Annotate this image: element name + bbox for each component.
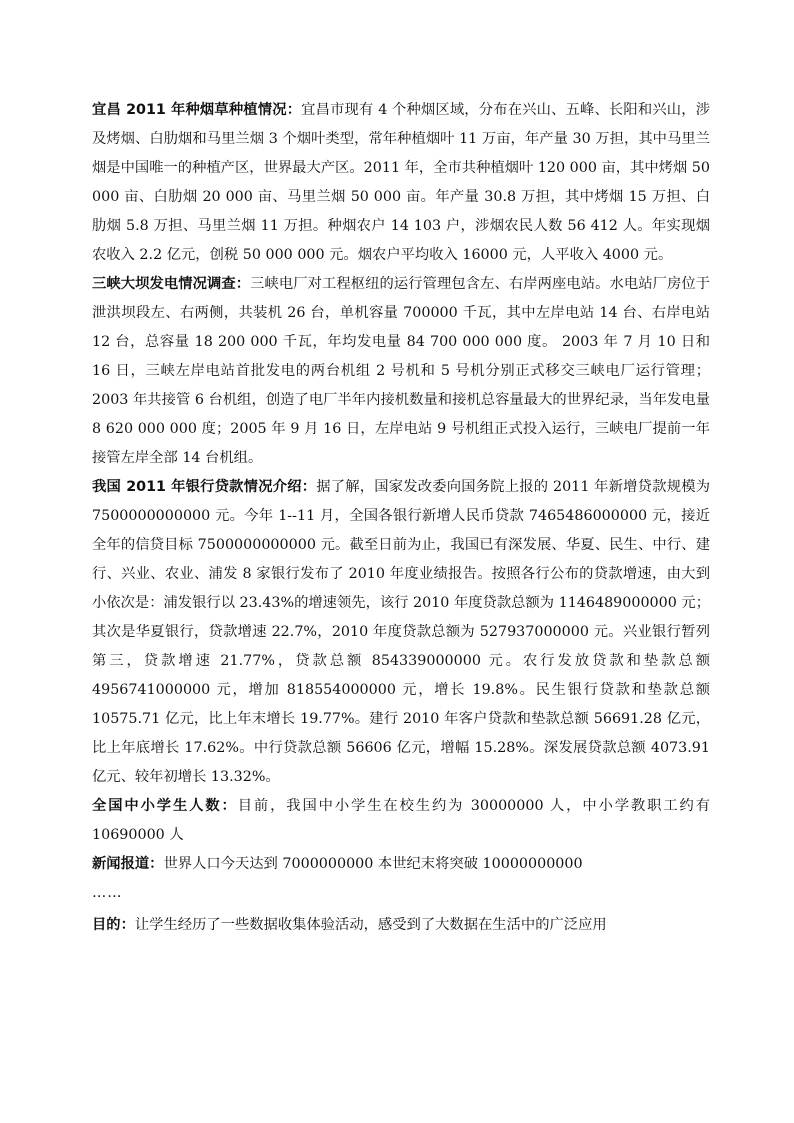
section-heading: 宜昌 2011 年种烟草种植情况：	[92, 102, 302, 118]
section-yichang-tobacco	[92, 96, 710, 270]
section-news-report	[92, 850, 710, 879]
section-heading: 三峡大坝发电情况调查：	[92, 276, 251, 292]
section-body: 宜昌市现有 4 个种烟区域，分布在兴山、五峰、长阳和兴山，涉及烤烟、白肋烟和马里兰烟 3 个烟叶类型，常年种植烟叶 11 万亩，年产量 30 万担，其中马里兰烟是中国唯一的种植产区，世界最大产区。2011 年，全市共种植烟叶 120 000 亩，其中烤烟 50 000 亩、白肋烟 20 000 亩、马里兰烟 50 000 亩。年产量 30.8 万担，其中烤烟 15 万担、白肋烟 5.8 万担、马里兰烟 11 万担。种烟农户 14 103 户，涉烟农民人数 56 412 人。年实现烟农收入 2.2 亿元，创税 50 000 000 元。烟农户平均收入 16000 元，人平收入 4000 元。	[92, 102, 711, 263]
section-student-count	[92, 792, 710, 850]
section-body: 据了解，国家发改委向国务院上报的 2011 年新增贷款规模为 7500000000000 元。今年 1--11 月，全国各银行新增人民币贷款 7465486000000 元，接近全年的信贷目标 7500000000000 元。截至日前为止，我国已有深发展、华夏、民生、中行、建行、兴业、农业、浦发 8 家银行发布了 2010 年度业绩报告。按照各行公布的贷款增速，由大到小依次是：浦发银行以 23.43%的增速领先，该行 2010 年度贷款总额为 1146489000000 元；其次是华夏银行，贷款增速 22.7%，2010 年度贷款总额为 527937000000 元。兴业银行暂列第三，贷款增速 21.77%，贷款总额 854339000000 元。农行发放贷款和垫款总额 4956741000000 元，增加 818554000000 元，增长 19.8%。民生银行贷款和垫款总额 10575.71 亿元，比上年末增长 19.77%。建行 2010 年客户贷款和垫款总额 56691.28 亿元，比上年底增长 17.62%。中行贷款总额 56606 亿元，增幅 15.28%。深发展贷款总额 4073.91 亿元、较年初增长 13.32%。	[92, 479, 710, 785]
section-heading: 全国中小学生人数：	[92, 798, 238, 814]
section-heading: 新闻报道：	[92, 856, 164, 872]
ellipsis: ……	[92, 885, 123, 901]
section-body: 世界人口今天达到 7000000000 本世纪末将突破 10000000000	[163, 856, 583, 872]
section-purpose	[92, 911, 710, 940]
section-three-gorges	[92, 270, 710, 473]
document-page	[92, 96, 710, 940]
section-bank-loans	[92, 473, 710, 792]
purpose-heading: 目的：	[92, 917, 135, 933]
purpose-body: 让学生经历了一些数据收集体验活动，感受到了大数据在生活中的广泛应用	[134, 917, 607, 933]
section-body: 目前，我国中小学生在校生约为 30000000 人，中小学教职工约有 10690000 人	[92, 798, 710, 843]
section-heading: 我国 2011 年银行贷款情况介绍：	[92, 479, 317, 495]
section-body: 三峡电厂对工程枢纽的运行管理包含左、右岸两座电站。水电站厂房位于泄洪坝段左、右两侧，共装机 26 台，单机容量 700000 千瓦，其中左岸电站 14 台、右岸电站 12 台，总容量 18 200 000 千瓦，年均发电量 84 700 000 000 度。 2003 年 7 月 10 日和 16 日，三峡左岸电站首批发电的两台机组 2 号机和 5 号机分别正式移交三峡电厂运行管理；2003 年共接管 6 台机组，创造了电厂半年内接机数量和接机总容量最大的世界纪录，当年发电量 8 620 000 000 度；2005 年 9 月 16 日，左岸电站 9 号机组正式投入运行，三峡电厂提前一年接管左岸全部 14 台机组。	[92, 276, 711, 466]
